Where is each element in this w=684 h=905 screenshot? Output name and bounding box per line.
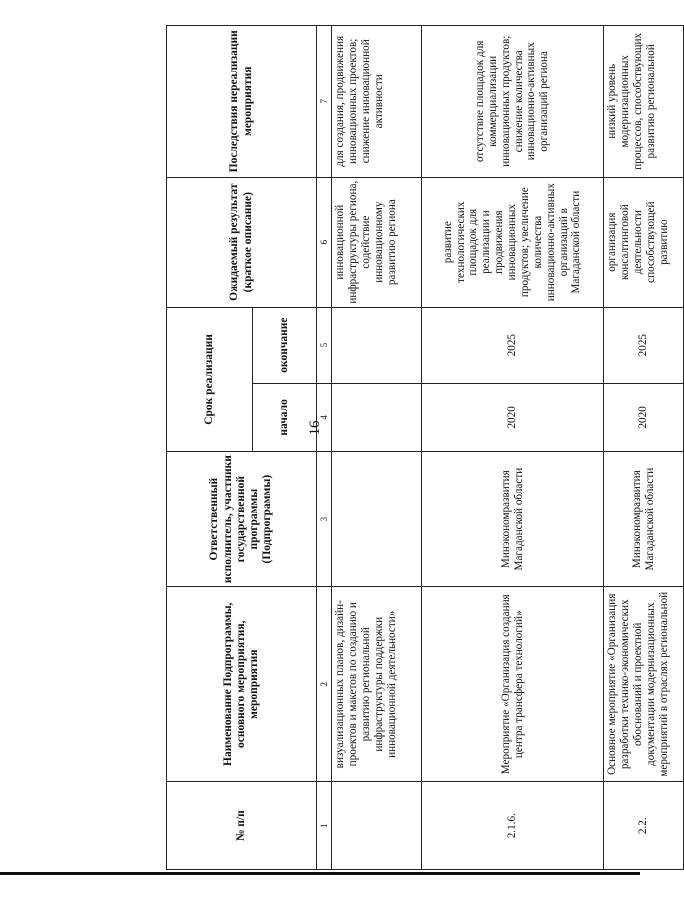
table-row	[604, 26, 684, 870]
table-row	[332, 26, 422, 870]
program-table	[166, 25, 684, 870]
row-result: развитие технологических площадок для реализации и продвижения инновационных продуктов; увеличение количества инновационно-активных организаций в Магаданской области	[422, 177, 604, 307]
row-num	[332, 782, 422, 870]
row-consequences: низкий уровень модернизационных процессов, способствующих развитию региональной	[604, 26, 684, 178]
footer-rule	[0, 872, 640, 875]
header-num: № п/п	[167, 782, 317, 870]
page-number: 16	[307, 420, 323, 436]
colnum-5: 5	[317, 307, 332, 383]
header-result: Ожидаемый результат (краткое описание)	[167, 177, 317, 307]
table-row	[422, 26, 604, 870]
row-end: 2025	[422, 307, 604, 383]
column-numbers-row	[317, 26, 332, 870]
row-end	[332, 307, 422, 383]
row-start: 2020	[604, 383, 684, 452]
row-name: визуализационных планов, дизайн-проектов и макетов по созданию и развитию региональной инфраструктуры поддержки инновационной деятельности»	[332, 587, 422, 782]
row-start: 2020	[422, 383, 604, 452]
header-consequences: Последствия нереализации мероприятия	[167, 26, 317, 178]
row-name: Мероприятие «Организация создания центра трансфера технологий»	[422, 587, 604, 782]
colnum-6: 6	[317, 177, 332, 307]
row-consequences: отсутствие площадок для коммерциализации инновационных продуктов; снижение количества инновационно-активных организаций региона	[422, 26, 604, 178]
header-executor: Ответственный исполнитель, участники государственной программы (Подпрограммы)	[167, 452, 317, 587]
row-end: 2025	[604, 307, 684, 383]
row-num: 2.2.	[604, 782, 684, 870]
rotated-table-container	[166, 25, 670, 870]
header-row-1	[167, 26, 253, 870]
header-name: Наименование Подпрограммы, основного мероприятия, мероприятия	[167, 587, 317, 782]
colnum-3: 3	[317, 452, 332, 587]
header-start: начало	[253, 383, 317, 452]
row-executor: Минэкономразвития Магаданской области	[422, 452, 604, 587]
colnum-1: 1	[317, 782, 332, 870]
row-start	[332, 383, 422, 452]
header-end: окончание	[253, 307, 317, 383]
row-name: Основное мероприятие «Организация разработки технико-экономических обоснований и проектной документации модернизационных мероприятий в отраслях региональной	[604, 587, 684, 782]
row-result: инновационной инфраструктуры региона, содействие инновационному развитию региона	[332, 177, 422, 307]
row-consequences: для создания, продвижения инновационных проектов; снижение инновационной активности	[332, 26, 422, 178]
colnum-4: 4	[317, 383, 332, 452]
row-num: 2.1.6.	[422, 782, 604, 870]
row-executor	[332, 452, 422, 587]
colnum-2: 2	[317, 587, 332, 782]
row-result: организация консалтинговой деятельности способствующей развитию	[604, 177, 684, 307]
row-executor: Минэкономразвития Магаданской области	[604, 452, 684, 587]
colnum-7: 7	[317, 26, 332, 178]
header-period: Срок реализации	[167, 307, 253, 451]
